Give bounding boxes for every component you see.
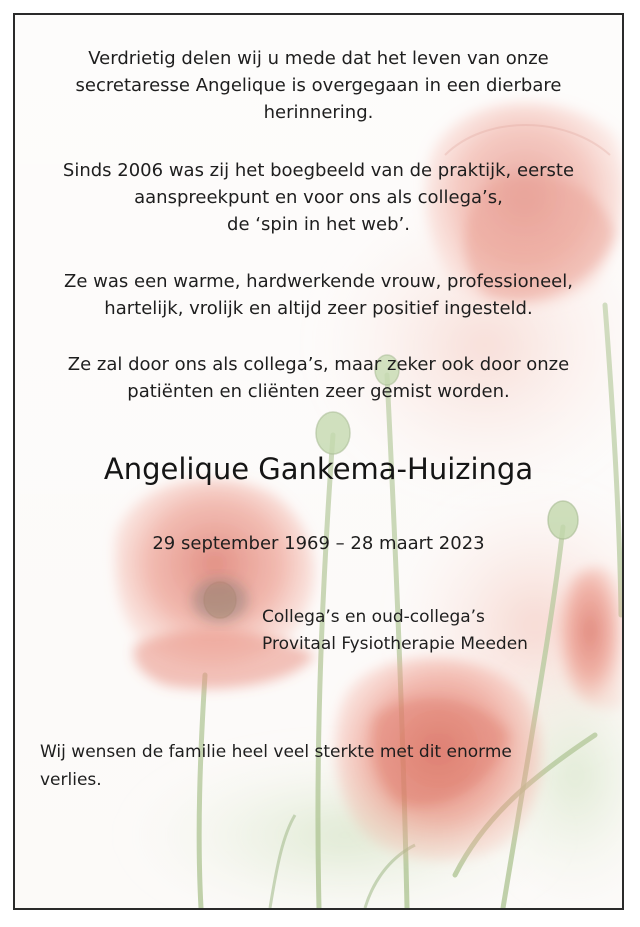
- missed-paragraph: [15, 351, 622, 405]
- signature-line: Collega’s en oud-collega’s: [262, 607, 485, 627]
- text-line: patiënten en cliënten zeer gemist worden.: [127, 381, 510, 402]
- deceased-name: Angelique Gankema-Huizinga: [103, 452, 534, 486]
- announcement-paragraph: [15, 45, 622, 126]
- text-line: Wij wensen de familie heel veel sterkte met dit enorme: [40, 742, 512, 762]
- text-line: hartelijk, vrolijk en altijd zeer positief ingesteld.: [104, 298, 533, 319]
- text-line: verlies.: [40, 770, 102, 790]
- life-dates: 29 september 1969 – 28 maart 2023: [152, 533, 485, 554]
- text-line: Verdrietig delen wij u mede dat het leven van onze: [88, 48, 549, 69]
- condolence-card: [13, 13, 624, 910]
- text-line: aanspreekpunt en voor ons als collega’s,: [134, 187, 503, 208]
- text-line: Ze was een warme, hardwerkende vrouw, professioneel,: [64, 271, 573, 292]
- signature-block: [262, 604, 528, 658]
- text-line: secretaresse Angelique is overgegaan in een dierbare: [75, 75, 562, 96]
- character-paragraph: [15, 268, 622, 322]
- text-line: Ze zal door ons als collega’s, maar zeker ook door onze: [67, 354, 570, 375]
- text-line: Sinds 2006 was zij het boegbeeld van de praktijk, eerste: [62, 160, 575, 181]
- closing-wish: [40, 738, 512, 794]
- text-line: herinnering.: [263, 102, 374, 123]
- signature-line: Provitaal Fysiotherapie Meeden: [262, 634, 528, 654]
- role-paragraph: [15, 157, 622, 238]
- text-line: de ‘spin in het web’.: [227, 214, 410, 235]
